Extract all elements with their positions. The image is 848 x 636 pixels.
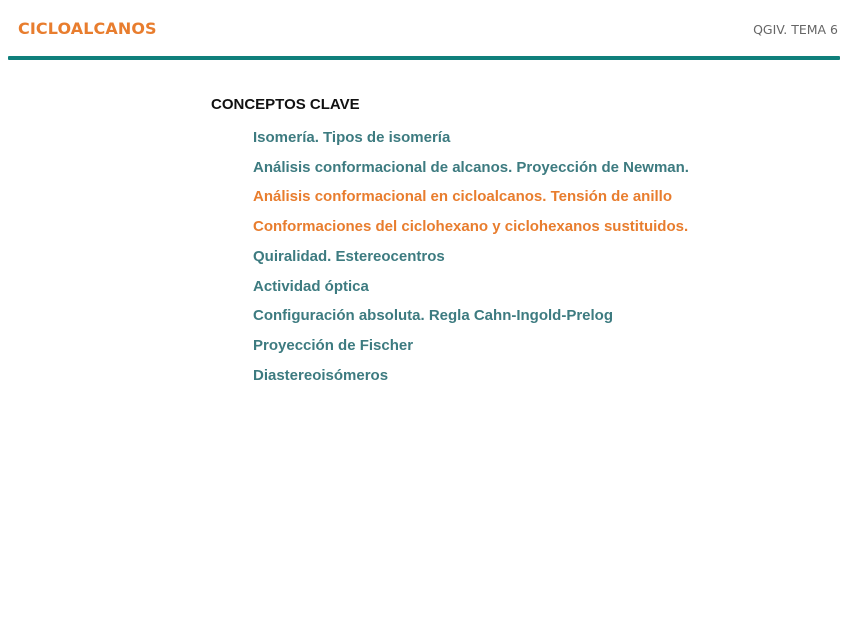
slide-title: CICLOALCANOS	[18, 19, 157, 38]
concept-item-proyeccion-fischer: Proyección de Fischer	[253, 336, 414, 354]
concept-item-analisis-alcanos: Análisis conformacional de alcanos. Proyección de Newman.	[253, 158, 689, 176]
course-label: QGIV. TEMA 6	[753, 22, 838, 37]
concept-item-quiralidad: Quiralidad. Estereocentros	[253, 247, 445, 265]
concept-item-diastereoisomeros: Diastereoisómeros	[253, 366, 389, 384]
concept-list	[253, 123, 689, 390]
header-divider	[8, 56, 840, 60]
concept-item-analisis-cicloalcanos: Análisis conformacional en cicloalcanos. Tensión de anillo	[253, 188, 672, 206]
concept-item-configuracion-absoluta: Configuración absoluta. Regla Cahn-Ingold-Prelog	[253, 307, 614, 325]
concept-item-isomeria: Isomería. Tipos de isomería	[253, 129, 451, 146]
concept-item-actividad-optica: Actividad óptica	[253, 277, 369, 295]
section-heading: CONCEPTOS CLAVE	[211, 96, 360, 113]
concept-item-conformaciones-ciclohexano: Conformaciones del ciclohexano y ciclohexanos sustituidos.	[253, 218, 689, 236]
